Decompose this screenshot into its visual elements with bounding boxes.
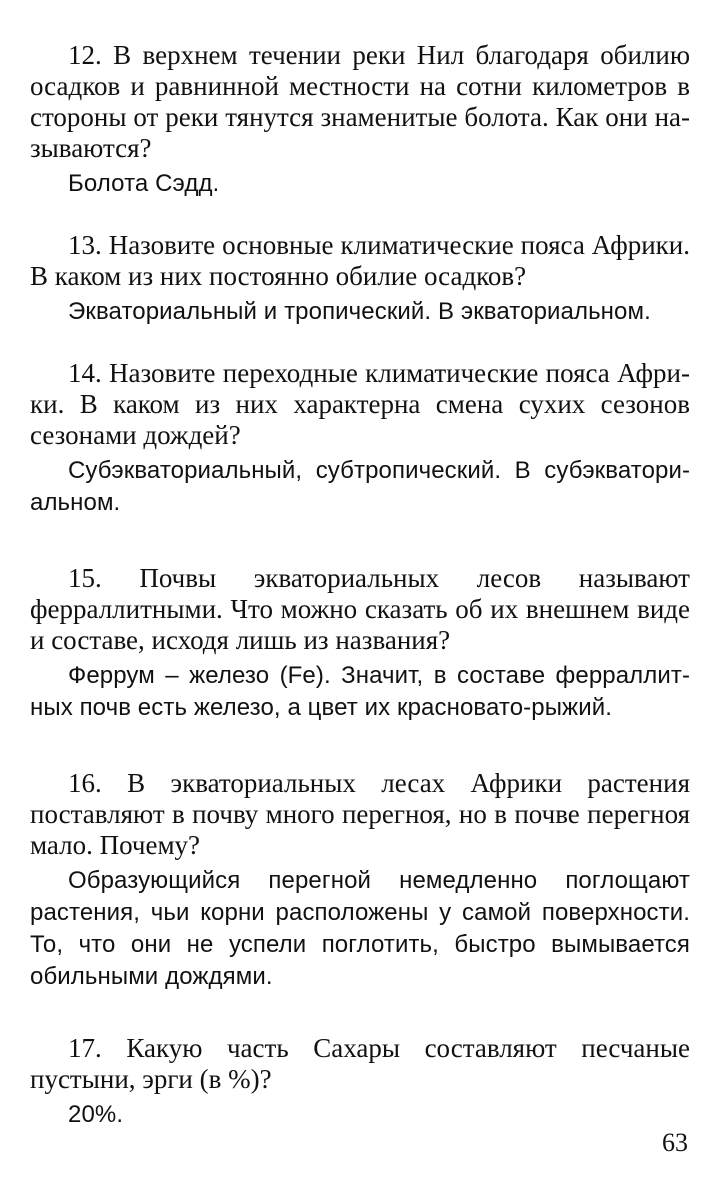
answer-text: 20%. xyxy=(68,1101,124,1128)
question-text: 14. Назовите переходные климатические пояса Африки. В каком из них характерна смена сухих сезонов сезонами дождей? xyxy=(30,358,690,450)
question-text: 15. Почвы экваториальных лесов называют ферраллитными. Что можно сказать об их внешнем виде и составе, исходя лишь из названия? xyxy=(30,563,690,655)
question-block-14 xyxy=(30,358,690,519)
question-text: 17. Какую часть Сахары составляют песчаные пустыни, эрги (в %)? xyxy=(30,1033,690,1094)
answer-text: Образующийся перегной немедленно поглощают растения, чьи корни расположены у самой поверхности. То, что они не успели поглотить, быстро вымывается обильными дождями. xyxy=(30,867,690,990)
answer-text: Феррум – железо (Fe). Значит, в составе ферраллитных почв есть железо, а цвет их красновато-рыжий. xyxy=(30,662,690,721)
question-block-13 xyxy=(30,230,690,328)
question-block-15 xyxy=(30,563,690,724)
answer-text: Экваториальный и тропический. В экваториальном. xyxy=(68,298,651,325)
answer-text: Болота Сэдд. xyxy=(68,170,220,197)
question-block-16 xyxy=(30,768,690,993)
question-block-12 xyxy=(30,40,690,200)
question-block-17 xyxy=(30,1033,690,1131)
page-content xyxy=(30,40,690,1131)
answer-text: Субэкваториальный, субтропический. В субэкваториальном. xyxy=(30,457,690,516)
question-text: 16. В экваториальных лесах Африки растения поставляют в почву много перегноя, но в почве перегноя мало. Почему? xyxy=(30,768,690,860)
question-text: 12. В верхнем течении реки Нил благодаря обилию осадков и равнинной местности на сотни километров в стороны от реки тянутся знаменитые болота. Как они называются? xyxy=(30,40,690,163)
question-text: 13. Назовите основные климатические пояса Африки. В каком из них постоянно обилие осадков? xyxy=(30,230,690,291)
page-number: 63 xyxy=(662,1128,688,1157)
